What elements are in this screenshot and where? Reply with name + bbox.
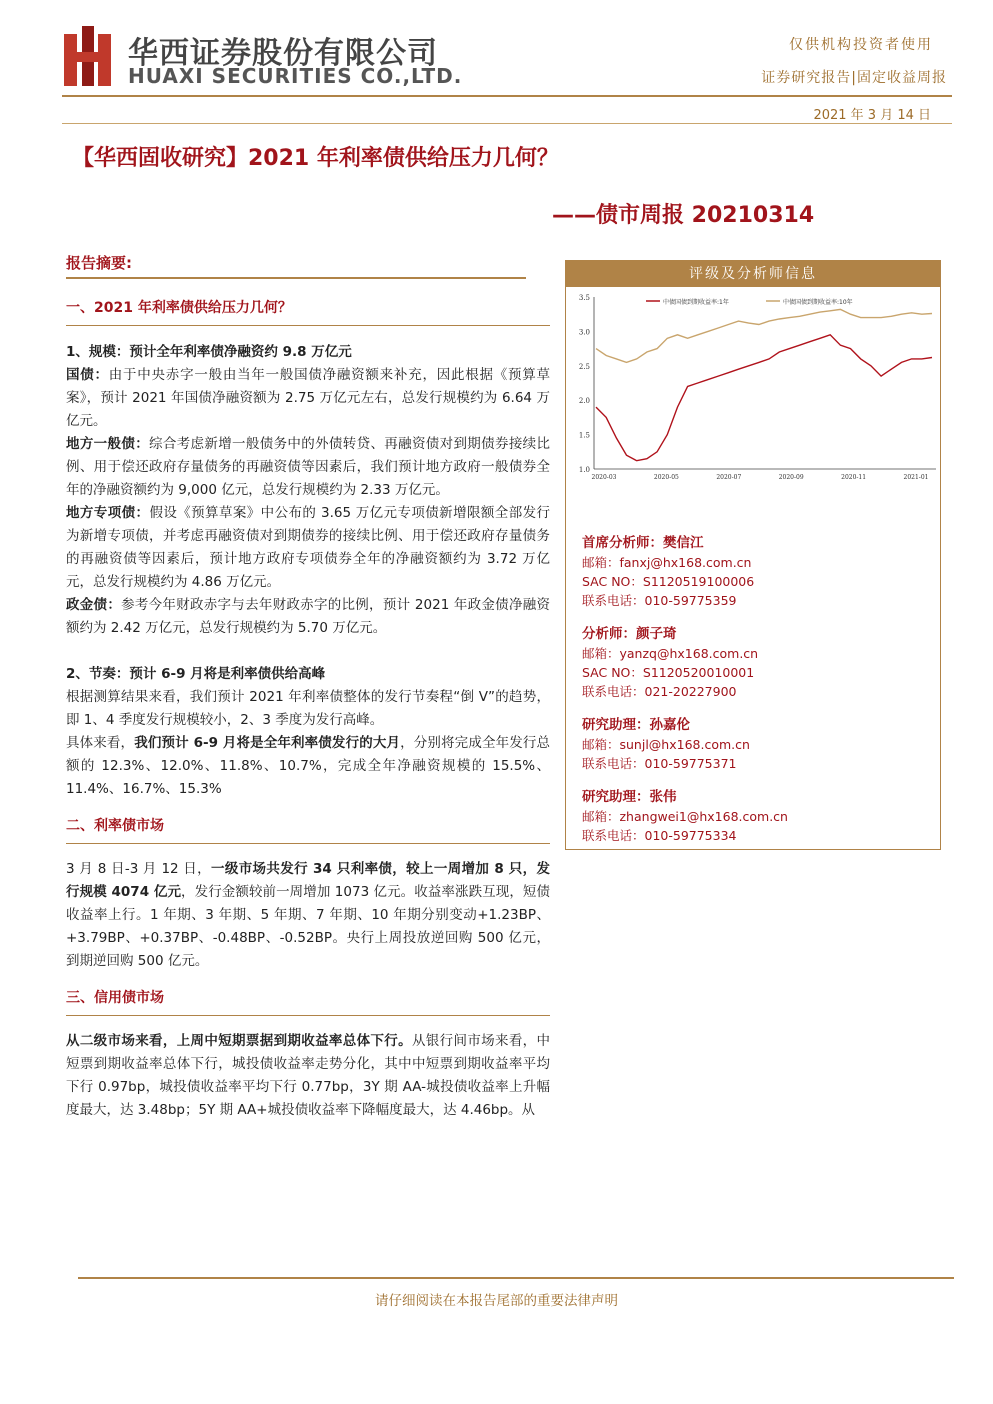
legend-label: 中债国债到期收益率:10年	[783, 299, 853, 306]
analyst-phone: 联系电话：021-20227900	[582, 684, 737, 699]
series-line	[596, 309, 932, 362]
section-1-title: 一、2021 年利率债供给压力几何？	[66, 300, 292, 316]
analyst-email[interactable]: 邮箱：fanxj@hx168.com.cn	[582, 555, 752, 570]
legal-notice: 请仔细阅读在本报告尾部的重要法律声明	[375, 1293, 618, 1309]
x-tick-label: 2020-07	[716, 474, 742, 481]
paragraph-local-general: 地方一般债：综合考虑新增一般债务中的外债转贷、再融资债对到期债券接续比例、用于偿还政府存量债务的再融资债等因素后，我们预计地方政府一般债券全年的净融资额约为 9,000 亿元，总发行规模约为 2.33 万亿元。	[66, 436, 551, 498]
analyst-list	[582, 519, 932, 845]
report-category: 证券研究报告|固定收益周报	[761, 70, 947, 86]
analyst-name: 研究助理：张伟	[582, 789, 677, 805]
summary-column	[66, 252, 550, 1122]
paragraph-credit-market: 从二级市场来看，上周中短期票据到期收益率总体下行。从银行间市场来看，中短票到期收益率总体下行，城投债收益率走势分化，其中中短票到期收益率平均下行 0.97bp，城投债收益率平均下行 0.77bp，3Y 期 AA-城投债收益率上升幅度最大，达 3.48bp；5Y 期 AA+城投债收益率下降幅度最大，达 4.46bp。从	[66, 1033, 551, 1118]
y-tick-label: 2.0	[578, 397, 590, 406]
analyst-name: 首席分析师：樊信江	[582, 535, 704, 551]
legend-label: 中债国债到期收益率:1年	[663, 299, 729, 306]
analyst-email[interactable]: 邮箱：zhangwei1@hx168.com.cn	[582, 809, 788, 824]
date-divider	[62, 123, 952, 124]
series-line	[596, 335, 932, 461]
paragraph-pace: 根据测算结果来看，我们预计 2021 年利率债整体的发行节奏程“倒 V”的趋势，即 1、4 季度发行规模较小，2、3 季度为发行高峰。	[66, 689, 550, 728]
subheading-scale: 1、规模：预计全年利率债净融资约 9.8 万亿元	[66, 344, 352, 360]
section-divider	[66, 843, 550, 844]
analyst-card	[582, 624, 932, 701]
report-date: 2021 年 3 月 14 日	[813, 108, 931, 123]
section-2-title: 二、利率债市场	[66, 818, 164, 834]
section-3-title: 三、信用债市场	[66, 990, 164, 1006]
summary-divider	[66, 277, 526, 279]
x-tick-label: 2020-11	[841, 474, 867, 481]
analyst-email[interactable]: 邮箱：sunjl@hx168.com.cn	[582, 737, 750, 752]
yield-chart	[566, 289, 940, 489]
analyst-email[interactable]: 邮箱：yanzq@hx168.com.cn	[582, 646, 759, 661]
y-tick-label: 3.5	[578, 294, 590, 302]
y-tick-label: 1.0	[578, 466, 590, 474]
analyst-card	[582, 533, 932, 610]
header-divider	[62, 95, 952, 97]
paragraph-treasury: 国债：由于中央赤字一般由当年一般国债净融资额来补充，因此根据《预算草案》，预计 2021 年国债净融资额为 2.75 万亿元左右，总发行规模约为 6.64 万亿元。	[66, 367, 551, 429]
paragraph-policy-bank: 政金债：参考今年财政赤字与去年财政赤字的比例，预计 2021 年政金债净融资额约为 2.42 万亿元，总发行规模约为 5.70 万亿元。	[66, 597, 550, 636]
footer-divider	[78, 1277, 954, 1279]
company-name-cn: 华西证券股份有限公司	[128, 36, 438, 71]
analyst-phone: 联系电话：010-59775359	[582, 593, 737, 608]
x-tick-label: 2020-03	[591, 474, 617, 481]
subheading-pace: 2、节奏：预计 6-9 月将是利率债供给高峰	[66, 666, 326, 682]
report-title: 【华西固收研究】2021 年利率债供给压力几何？	[72, 146, 559, 171]
paragraph-rates-market: 3 月 8 日-3 月 12 日，一级市场共发行 34 只利率债，较上一周增加 8 只，发行规模 4074 亿元，发行金额较前一周增加 1073 亿元。收益率涨跌互现，短债收益率上行。1 年期、3 年期、5 年期、7 年期、10 年期分别变动+1.23BP、+3.79BP、+0.37BP、-0.48BP、-0.52BP。央行上周投放逆回购 500 亿元，到期逆回购 500 亿元。	[66, 861, 550, 969]
analyst-card	[582, 715, 932, 773]
report-subtitle: ——债市周报 20210314	[552, 203, 815, 228]
y-tick-label: 1.5	[578, 431, 590, 440]
analyst-card	[582, 787, 932, 845]
x-tick-label: 2020-09	[778, 474, 804, 481]
analyst-name: 研究助理：孙嘉伦	[582, 717, 690, 733]
analyst-sac: SAC NO：S1120520010001	[582, 665, 755, 680]
analyst-panel	[565, 260, 941, 850]
y-tick-label: 3.0	[578, 328, 590, 337]
paragraph-local-special: 地方专项债：假设《预算草案》中公布的 3.65 万亿元专项债新增限额全部发行为新增专项债，并考虑再融资债对到期债券的接续比例、用于偿还政府存量债务的再融资债等因素后，预计地方政府专项债券全年的净融资额约为 3.72 万亿元，总发行规模约为 4.86 万亿元。	[66, 505, 551, 590]
audience-note: 仅供机构投资者使用	[789, 37, 933, 53]
y-tick-label: 2.5	[578, 362, 590, 371]
huaxi-logo-icon	[64, 26, 112, 86]
summary-label: 报告摘要:	[66, 254, 132, 272]
company-name-en: HUAXI SECURITIES CO.,LTD.	[128, 64, 463, 88]
analyst-phone: 联系电话：010-59775334	[582, 828, 737, 843]
section-divider	[66, 325, 550, 326]
paragraph-peak: 具体来看，我们预计 6-9 月将是全年利率债发行的大月，分别将完成全年发行总额的 12.3%、12.0%、11.8%、10.7%，完成全年净融资规模的 15.5%、11.4%、16.7%、15.3%	[66, 735, 551, 797]
x-tick-label: 2020-05	[653, 474, 679, 481]
x-tick-label: 2021-01	[903, 474, 929, 481]
panel-heading: 评级及分析师信息	[566, 261, 940, 287]
analyst-phone: 联系电话：010-59775371	[582, 756, 737, 771]
analyst-sac: SAC NO：S1120519100006	[582, 574, 755, 589]
analyst-name: 分析师：颜子琦	[582, 626, 677, 642]
section-divider	[66, 1015, 550, 1016]
